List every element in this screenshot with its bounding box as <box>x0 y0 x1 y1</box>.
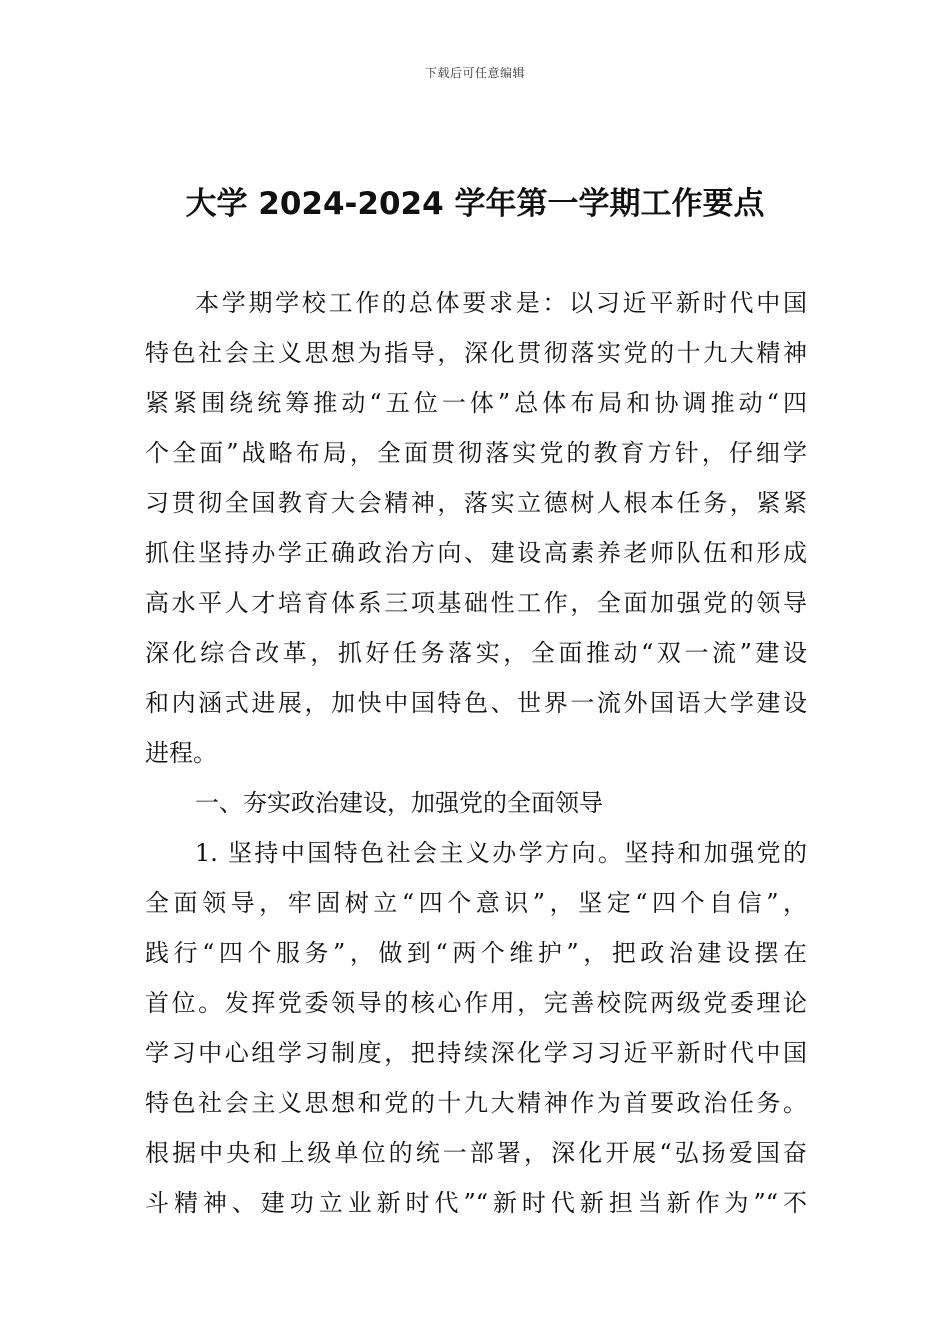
body-line: 和内涵式进展，加快中国特色、世界一流外国语大学建设 <box>145 689 807 717</box>
body-line: 践行“四个服务”，做到“两个维护”，把政治建设摆在 <box>145 939 807 967</box>
body-line: 特色社会主义思想和党的十九大精神作为首要政治任务。 <box>145 1089 807 1117</box>
body-line: 斗精神、建功立业新时代”“新时代新担当新作为”“不 <box>145 1189 807 1217</box>
body-line: 首位。发挥党委领导的核心作用，完善校院两级党委理论 <box>145 989 807 1017</box>
body-line: 学习中心组学习制度，把持续深化学习习近平新时代中国 <box>145 1039 807 1067</box>
document-body <box>145 278 807 1228</box>
body-line: 本学期学校工作的总体要求是：以习近平新时代中国 <box>195 289 807 317</box>
body-line: 习贯彻全国教育大会精神，落实立德树人根本任务，紧紧 <box>145 489 807 517</box>
body-line: 根据中央和上级单位的统一部署，深化开展“弘扬爱国奋 <box>145 1139 807 1167</box>
body-line: 进程。 <box>145 739 217 767</box>
header-note: 下载后可任意编辑 <box>424 66 525 80</box>
body-line: 全面领导，牢固树立“四个意识”，坚定“四个自信”， <box>145 889 807 917</box>
document-title: 大学 2024-2024 学年第一学期工作要点 <box>185 186 765 222</box>
body-line: 个全面”战略布局，全面贯彻落实党的教育方针，仔细学 <box>145 439 807 467</box>
body-line: 特色社会主义思想为指导，深化贯彻落实党的十九大精神 <box>145 339 807 367</box>
body-line: 1. 坚持中国特色社会主义办学方向。坚持和加强党的 <box>195 839 807 867</box>
body-line: 紧紧围绕统筹推动“五位一体”总体布局和协调推动“四 <box>145 389 807 417</box>
body-line: 抓住坚持办学正确政治方向、建设高素养老师队伍和形成 <box>145 539 807 567</box>
section-heading: 一、夯实政治建设，加强党的全面领导 <box>195 789 603 817</box>
body-line: 高水平人才培育体系三项基础性工作，全面加强党的领导 <box>145 589 807 617</box>
body-line: 深化综合改革，抓好任务落实，全面推动“双一流”建设 <box>145 639 807 667</box>
